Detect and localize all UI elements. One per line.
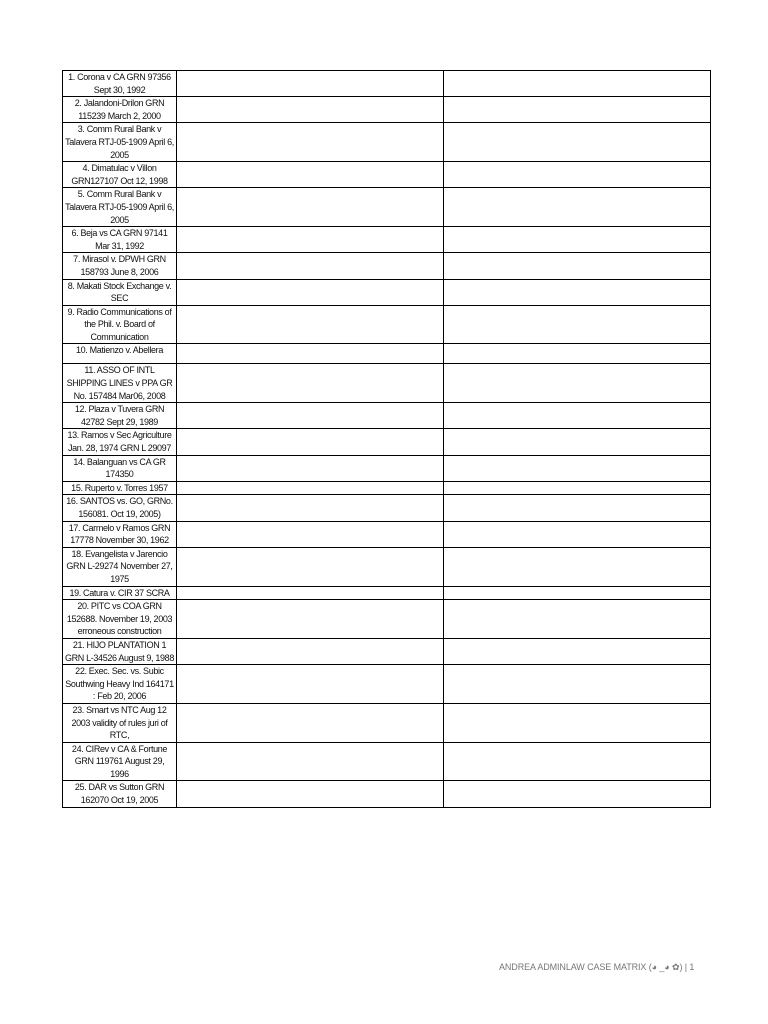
case-name-cell: 3. Comm Rural Bank v Talavera RTJ-05-1909 April 6, 2005 xyxy=(63,123,177,162)
case-name-cell: 19. Catura v. CIR 37 SCRA xyxy=(63,586,177,600)
empty-cell xyxy=(177,586,444,600)
empty-cell xyxy=(444,742,711,781)
case-name-cell: 17. Carmelo v Ramos GRN 17778 November 30, 1962 xyxy=(63,521,177,547)
table-row xyxy=(63,97,711,123)
case-name-cell: 6. Beja vs CA GRN 97141 Mar 31, 1992 xyxy=(63,227,177,253)
table-row xyxy=(63,279,711,305)
empty-cell xyxy=(177,97,444,123)
case-name-cell: 10. Matienzo v. Abellera xyxy=(63,344,177,364)
empty-cell xyxy=(444,227,711,253)
empty-cell xyxy=(444,429,711,455)
empty-cell xyxy=(444,586,711,600)
empty-cell xyxy=(444,279,711,305)
empty-cell xyxy=(177,364,444,403)
table-row xyxy=(63,429,711,455)
empty-cell xyxy=(177,227,444,253)
table-row xyxy=(63,364,711,403)
table-row xyxy=(63,403,711,429)
table-row xyxy=(63,495,711,521)
case-name-cell: 25. DAR vs Sutton GRN 162070 Oct 19, 2005 xyxy=(63,781,177,807)
empty-cell xyxy=(177,521,444,547)
case-name-cell: 20. PITC vs COA GRN 152688. November 19, 2003 erroneous construction xyxy=(63,600,177,639)
case-name-cell: 2. Jalandoni-Drilon GRN 115239 March 2, 2000 xyxy=(63,97,177,123)
empty-cell xyxy=(177,665,444,704)
table-row xyxy=(63,123,711,162)
empty-cell xyxy=(177,71,444,97)
empty-cell xyxy=(444,188,711,227)
table-row xyxy=(63,521,711,547)
empty-cell xyxy=(177,305,444,344)
empty-cell xyxy=(444,71,711,97)
empty-cell xyxy=(444,703,711,742)
table-row xyxy=(63,227,711,253)
empty-cell xyxy=(177,742,444,781)
empty-cell xyxy=(177,429,444,455)
table-row xyxy=(63,600,711,639)
table-row xyxy=(63,586,711,600)
empty-cell xyxy=(444,495,711,521)
empty-cell xyxy=(444,547,711,586)
empty-cell xyxy=(177,495,444,521)
empty-cell xyxy=(177,162,444,188)
empty-cell xyxy=(444,481,711,495)
case-matrix-table xyxy=(62,70,711,808)
table-row xyxy=(63,305,711,344)
empty-cell xyxy=(444,455,711,481)
empty-cell xyxy=(444,638,711,664)
case-name-cell: 23. Smart vs NTC Aug 12 2003 validity of rules juri of RTC, xyxy=(63,703,177,742)
empty-cell xyxy=(444,600,711,639)
empty-cell xyxy=(444,305,711,344)
case-name-cell: 7. Mirasol v. DPWH GRN 158793 June 8, 2006 xyxy=(63,253,177,279)
table-row xyxy=(63,481,711,495)
empty-cell xyxy=(177,455,444,481)
case-name-cell: 15. Ruperto v. Torres 1957 xyxy=(63,481,177,495)
case-name-cell: 1. Corona v CA GRN 97356 Sept 30, 1992 xyxy=(63,71,177,97)
table-row xyxy=(63,703,711,742)
case-name-cell: 21. HIJO PLANTATION 1 GRN L-34526 August 9, 1988 xyxy=(63,638,177,664)
case-name-cell: 13. Ramos v Sec Agriculture Jan. 28, 1974 GRN L 29097 xyxy=(63,429,177,455)
empty-cell xyxy=(177,279,444,305)
empty-cell xyxy=(444,97,711,123)
empty-cell xyxy=(177,781,444,807)
case-name-cell: 4. Dimatulac v Villon GRN127107 Oct 12, 1998 xyxy=(63,162,177,188)
empty-cell xyxy=(177,403,444,429)
table-row xyxy=(63,781,711,807)
empty-cell xyxy=(177,123,444,162)
empty-cell xyxy=(177,600,444,639)
empty-cell xyxy=(177,344,444,364)
empty-cell xyxy=(444,162,711,188)
empty-cell xyxy=(177,188,444,227)
case-name-cell: 14. Balanguan vs CA GR 174350 xyxy=(63,455,177,481)
empty-cell xyxy=(444,123,711,162)
table-row xyxy=(63,638,711,664)
table-row xyxy=(63,742,711,781)
table-row xyxy=(63,547,711,586)
empty-cell xyxy=(177,638,444,664)
empty-cell xyxy=(444,521,711,547)
case-name-cell: 8. Makati Stock Exchange v. SEC xyxy=(63,279,177,305)
empty-cell xyxy=(444,253,711,279)
case-name-cell: 18. Evangelista v Jarencio GRN L-29274 November 27, 1975 xyxy=(63,547,177,586)
case-name-cell: 9. Radio Communications of the Phil. v. Board of Communication xyxy=(63,305,177,344)
empty-cell xyxy=(177,547,444,586)
empty-cell xyxy=(177,481,444,495)
table-row xyxy=(63,71,711,97)
table-row xyxy=(63,253,711,279)
empty-cell xyxy=(444,665,711,704)
empty-cell xyxy=(444,344,711,364)
table-row xyxy=(63,344,711,364)
case-name-cell: 22. Exec. Sec. vs. Subic Southwing Heavy Ind 164171 : Feb 20, 2006 xyxy=(63,665,177,704)
empty-cell xyxy=(177,253,444,279)
case-name-cell: 12. Plaza v Tuvera GRN 42782 Sept 29, 1989 xyxy=(63,403,177,429)
empty-cell xyxy=(444,364,711,403)
page-footer: ANDREA ADMINLAW CASE MATRIX (◕ _◕ ✿) | 1 xyxy=(499,962,695,972)
table-row xyxy=(63,188,711,227)
table-row xyxy=(63,665,711,704)
case-name-cell: 5. Comm Rural Bank v Talavera RTJ-05-1909 April 6, 2005 xyxy=(63,188,177,227)
empty-cell xyxy=(177,703,444,742)
case-name-cell: 16. SANTOS vs. GO, GRNo. 156081. Oct 19, 2005) xyxy=(63,495,177,521)
table-row xyxy=(63,455,711,481)
empty-cell xyxy=(444,403,711,429)
case-name-cell: 11. ASSO OF INTL SHIPPING LINES v PPA GR No. 157484 Mar06, 2008 xyxy=(63,364,177,403)
case-name-cell: 24. CIRev v CA & Fortune GRN 119761 August 29, 1996 xyxy=(63,742,177,781)
table-row xyxy=(63,162,711,188)
empty-cell xyxy=(444,781,711,807)
